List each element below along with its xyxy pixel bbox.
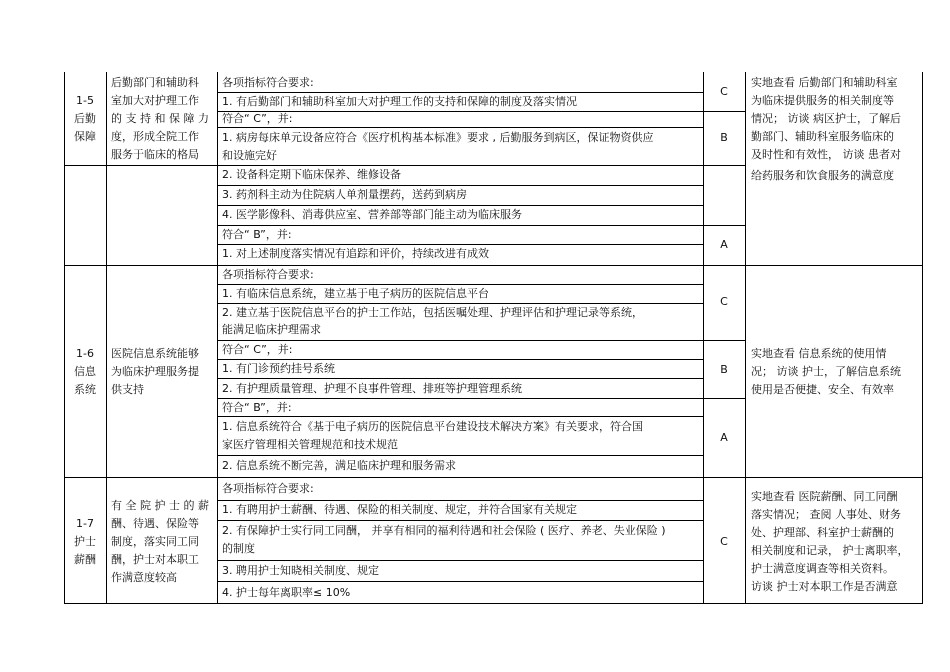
standard-line: 酬，护士对本职工 xyxy=(111,553,199,566)
section-name-line: 护士 xyxy=(74,535,96,548)
grade-label: A xyxy=(720,238,728,251)
row-line xyxy=(217,398,745,399)
grade-label: B xyxy=(720,363,728,376)
criteria-text: 3. 聘用护士知晓相关制度、规定 xyxy=(222,564,379,577)
criteria-text: 各项指标符合要求: xyxy=(222,482,314,495)
criteria-text: 1. 有后勤部门和辅助科室加大对护理工作的支持和保障的制度及落实情况 xyxy=(222,95,577,108)
section-name-line: 后勤 xyxy=(74,112,96,125)
standard-line: 为临床护理服务提 xyxy=(111,365,199,378)
criteria-text: 2. 信息系统不断完善，满足临床护理和服务需求 xyxy=(222,459,456,472)
row-line xyxy=(217,520,704,521)
row-line xyxy=(217,581,704,582)
section-code: 1-6 xyxy=(76,347,94,360)
section-divider xyxy=(64,165,746,166)
method-line: 情况； 访谈 病区护士，了解后 xyxy=(751,112,901,125)
section-name-line: 薪酬 xyxy=(74,553,96,566)
method-line: 实地查看 医院薪酬、同工同酬 xyxy=(751,490,898,503)
row-line xyxy=(217,111,745,112)
grade-label: A xyxy=(720,431,728,444)
row-line xyxy=(217,225,745,226)
method-line: 访谈 护士对本职工作是否满意 xyxy=(751,580,898,593)
criteria-text: 4. 护士每年离职率≤ 10% xyxy=(222,586,351,599)
criteria-text: 各项指标符合要求: xyxy=(222,268,314,281)
criteria-text: 2. 建立基于医院信息平台的护士工作站，包括医嘱处理、护理评估和护理记录等系统， xyxy=(222,306,643,319)
section-divider xyxy=(64,265,923,266)
grade-label: C xyxy=(720,295,728,308)
criteria-text: 能满足临床护理需求 xyxy=(222,323,321,336)
table-border xyxy=(64,603,923,604)
row-line xyxy=(217,455,704,456)
method-line: 实地查看 后勤部门和辅助科室 xyxy=(751,76,898,89)
table-border xyxy=(745,72,746,603)
row-line xyxy=(217,560,704,561)
section-divider xyxy=(64,477,923,478)
table-border xyxy=(703,72,704,603)
criteria-text: 2. 有护理质量管理、护理不良事件管理、排班等护理管理系统 xyxy=(222,382,522,395)
standard-line: 的 支 持 和 保 障 力 xyxy=(111,112,209,125)
standard-line: 供支持 xyxy=(111,383,144,396)
method-line: 使用是否便捷、安全、有效率 xyxy=(751,383,894,396)
criteria-text: 1. 有门诊预约挂号系统 xyxy=(222,362,335,375)
method-line: 处、护理部、科室护士薪酬的 xyxy=(751,526,894,539)
standard-line: 有 全 院 护 士 的 薪 xyxy=(111,499,209,512)
method-line: 为临床提供服务的相关制度等 xyxy=(751,94,894,107)
table-border xyxy=(217,72,218,603)
criteria-text: 符合“ C”，并: xyxy=(222,343,293,356)
criteria-text: 1. 有聘用护士薪酬、待遇、保险的相关制度、规定，并符合国家有关规定 xyxy=(222,503,577,516)
criteria-text: 1. 有临床信息系统，建立基于电子病历的医院信息平台 xyxy=(222,287,489,300)
section-code: 1-7 xyxy=(76,517,94,530)
standard-line: 酬、待遇、保险等 xyxy=(111,517,199,530)
method-line: 落实情况； 查阅 人事处、财务 xyxy=(751,508,901,521)
standard-line: 医院信息系统能够 xyxy=(111,347,199,360)
table-border xyxy=(106,72,107,603)
method-line: 相关制度和记录， 护士离职率， xyxy=(751,544,909,557)
criteria-text: 1. 信息系统符合《基于电子病历的医院信息平台建设技术解决方案》有关要求，符合国 xyxy=(222,420,643,433)
standard-line: 室加大对护理工作 xyxy=(111,94,199,107)
method-line: 及时性和有效性， 访谈 患者对 xyxy=(751,148,901,161)
criteria-text: 符合“ B”，并: xyxy=(222,401,292,414)
criteria-text: 家医疗管理相关管理规范和技术规范 xyxy=(222,438,398,451)
grade-label: C xyxy=(720,535,728,548)
criteria-text: 和设施完好 xyxy=(222,149,277,162)
criteria-text: 2. 设备科定期下临床保养、维修设备 xyxy=(222,168,401,181)
row-line xyxy=(217,378,704,379)
standard-line: 后勤部门和辅助科 xyxy=(111,76,199,89)
method-line: 况； 访谈 护士，了解信息系统 xyxy=(751,365,901,378)
standard-line: 服务于临床的格局 xyxy=(111,148,199,161)
criteria-text: 符合“ C”，并: xyxy=(222,112,293,125)
standard-line: 度，形成全院工作 xyxy=(111,130,199,143)
row-line xyxy=(217,340,745,341)
standard-line: 作满意度较高 xyxy=(111,571,177,584)
section-name-line: 系统 xyxy=(74,383,96,396)
method-line: 给药服务和饮食服务的满意度 xyxy=(751,169,894,182)
criteria-text: 1. 对上述制度落实情况有追踪和评价，持续改进有成效 xyxy=(222,247,489,260)
section-name-line: 信息 xyxy=(74,365,96,378)
section-code: 1-5 xyxy=(76,94,94,107)
criteria-text: 3. 药剂科主动为住院病人单剂量摆药，送药到病房 xyxy=(222,188,467,201)
method-line: 护士满意度调查等相关资料。 xyxy=(751,562,894,575)
criteria-text: 2. 有保障护士实行同工同酬， 并享有相同的福利待遇和社会保险 ( 医疗、养老、失业保险 ) xyxy=(222,524,666,537)
criteria-text: 的制度 xyxy=(222,542,255,555)
section-name-line: 保障 xyxy=(74,130,96,143)
table-border xyxy=(922,72,923,603)
criteria-text: 1. 病房每床单元设备应符合《医疗机构基本标准》要求 , 后勤服务到病区，保证物资供应 xyxy=(222,131,654,144)
method-line: 勤部门、辅助科室服务临床的 xyxy=(751,130,894,143)
criteria-text: 4. 医学影像科、消毒供应室、营养部等部门能主动为临床服务 xyxy=(222,208,522,221)
criteria-text: 各项指标符合要求: xyxy=(222,76,314,89)
criteria-text: 符合“ B”，并: xyxy=(222,228,292,241)
method-line: 实地查看 信息系统的使用情 xyxy=(751,347,887,360)
grade-label: C xyxy=(720,85,728,98)
grade-label: B xyxy=(720,131,728,144)
standard-line: 制度，落实同工同 xyxy=(111,535,199,548)
